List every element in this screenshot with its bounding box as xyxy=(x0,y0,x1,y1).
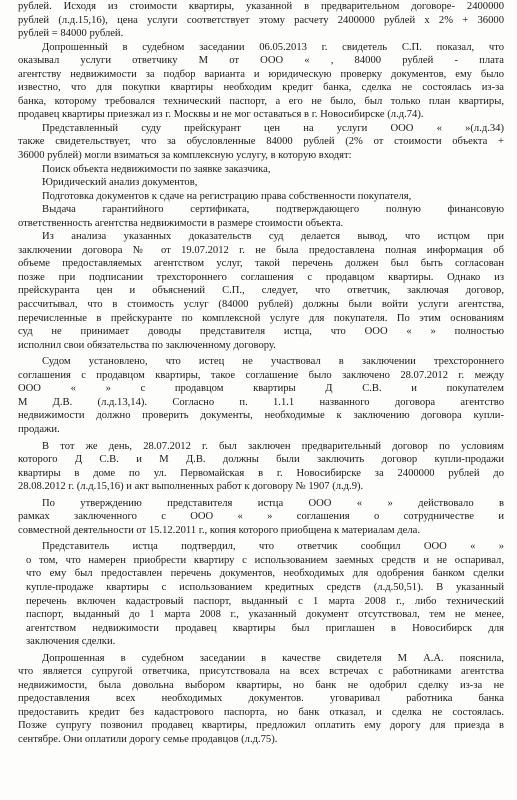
text-line: банка, которому требовался технический паспорт, а его не было, был только план квартиры, xyxy=(18,95,504,107)
text-line: недвижимости должно проверить документы, необходимые к заключению договора купли- xyxy=(18,410,504,422)
text-line: Представленный суду прейскурант цен на услуги ООО « »(л.д.34) xyxy=(42,122,504,134)
text-line: продажи. xyxy=(18,423,60,435)
text-line: Представитель истца подтвердил, что ответчик сообщил ООО « » xyxy=(42,541,504,553)
text-line: Юридический анализ документов, xyxy=(42,177,198,189)
text-line: купле-продаже квартиры с использованием кредитных средств (л.д.50,51). В указанный xyxy=(26,581,504,593)
text-line: о том, что намерен приобрести квартиру с использованием заемных средств и не оспаривал, xyxy=(26,554,504,566)
text-line: рублей. Исходя из стоимости квартиры, указанной в предварительном договоре- 2400000 xyxy=(18,1,504,12)
text-line: рассчитывал, что в стоимость услуг (84000 рублей) должны были войти услуги агентства, xyxy=(18,299,504,311)
text-line: что является супругой ответчика, присутствовала на всех встречах с работниками агентства xyxy=(18,666,504,678)
text-line: ООО « » с продавцом квартиры Д С.В. и покупателем xyxy=(18,383,504,395)
text-line: квартиры в доме по ул. Первомайская в г. Новосибирске за 2400000 рублей до xyxy=(18,467,504,479)
text-line: Допрошенный в судебном заседании 06.05.2013 г. свидетель С.П. показал, что xyxy=(42,41,504,53)
text-line: 36000 рублей) могли взиматься за комплексную услугу, в которую входят: xyxy=(18,150,352,162)
text-line: По утверждению представителя истца ООО « » действовало в xyxy=(42,497,504,509)
text-line: предоставить кредит без кадастрового паспорта, но банк отказал, и сделка не состоялась. xyxy=(18,706,504,718)
text-line: исполнил свои обязательства по заключенному договору. xyxy=(18,339,276,351)
text-line: оказывал услуги ответчику М от ООО « , 84000 рублей - плата xyxy=(18,55,504,67)
text-line: Поиск объекта недвижимости по заявке заказчика, xyxy=(42,163,271,175)
text-line: Подготовка документов к сдаче на регистрацию права собственности покупателя, xyxy=(42,190,412,202)
text-line: суд не принимает доводы представителя истца, что ООО « » полностью xyxy=(18,326,504,338)
text-line: Позже супругу позвонил продавец квартиры, предложил оплатить ему дорогу для приезда в xyxy=(18,720,504,732)
text-line: известно, что для покупки квартиры необходим кредит банка, сделка не состоялась из-за xyxy=(18,82,504,94)
text-line: перечень включен кадастровый паспорт, выданный с 1 марта 2008 г., либо технический xyxy=(26,595,504,607)
text-line: также свидетельствует, что за обусловленные 84000 рублей (2% от стоимости объекта + xyxy=(18,136,504,148)
text-line: 28.08.2012 г. (л.д.15,16) и акт выполненных работ к договору № 1907 (л.д.9). xyxy=(18,481,364,493)
text-line: позже при подписании трехстороннего соглашения с продавцом квартиры. Однако из xyxy=(18,271,504,283)
text-line: паспорт, выданный до 1 марта 2008 г., указанный документ отсутствовал, тем не менее, xyxy=(26,609,504,621)
document-body xyxy=(18,0,504,747)
text-line: перечисленные в прейскуранте по комплексной услуге для покупателя. По этим основаниям xyxy=(18,312,504,324)
text-line: соглашения с продавцом квартиры, такое соглашение было заключено 28.07.2012 г. между xyxy=(18,369,504,381)
text-line: которого Д С.В. и М Д.В. должны были заключить договор купли-продажи xyxy=(18,454,504,466)
text-line: Выдача гарантийного сертификата, подтверждающего полную финансовую xyxy=(42,204,504,216)
text-line: заключения сделки. xyxy=(26,636,116,648)
text-line: продавец квартиры приезжал из г. Москвы и не мог оставаться в г. Новосибирске (л.д.74). xyxy=(18,109,424,121)
text-line: рамках заключенного с ООО « » соглашения о сотрудничестве и xyxy=(18,511,504,523)
text-line: Допрошенная в судебном заседании в качестве свидетеля М А.А. пояснила, xyxy=(42,652,504,664)
text-line: недвижимости, была довольна выбором квартиры, но банк не одобрил сделку из-за не xyxy=(18,679,504,691)
text-line: В тот же день, 28.07.2012 г. был заключен предварительный договор по условиям xyxy=(42,440,504,452)
text-line: рублей = 84000 рублей. xyxy=(18,28,124,40)
text-line: прейскуранта цен и объяснений С.П., следует, что ответчик, заключая договор, xyxy=(18,285,504,297)
text-line: агентством недвижимости продавец квартиры был приглашен в Новосибирск для xyxy=(26,622,504,634)
text-line: Из анализа указанных доказательств суд делается вывод, что истцом при xyxy=(42,231,504,243)
text-line: совместной деятельности от 15.12.2011 г., копия которого приобщена к материалам дела. xyxy=(18,524,421,536)
text-line: объеме предоставляемых агентством услуг, такой перечень должен был быть согласован xyxy=(18,258,504,270)
text-line: предоставления всех необходимых документов. уговаривал работника банка xyxy=(18,693,504,705)
text-line: агентству недвижимости за подбор варианта и юридическую проверку документов, ему было xyxy=(18,68,504,80)
text-line: рублей (л.д.15,16), цена услуги соответствует этому расчету 2400000 рублей х 2% + 36000 xyxy=(18,14,504,26)
text-line: сентябре. Они оплатили дорогу семье продавцов (л.д.75). xyxy=(18,733,278,745)
text-line: ответственность агентства недвижимости в размере стоимости объекта. xyxy=(18,217,344,229)
text-line: заключении договора № от 19.07.2012 г. не была предоставлена полная информация об xyxy=(18,244,504,256)
text-line: М Д.В. (л.д.13,14). Согласно п. 1.1.1 названного договора агентство xyxy=(18,396,504,408)
text-line: что ему был предоставлен перечень документов, необходимых для одобрения банком сделки xyxy=(26,568,504,580)
text-line: Судом установлено, что истец не участвовал в заключении трехстороннего xyxy=(42,356,504,368)
